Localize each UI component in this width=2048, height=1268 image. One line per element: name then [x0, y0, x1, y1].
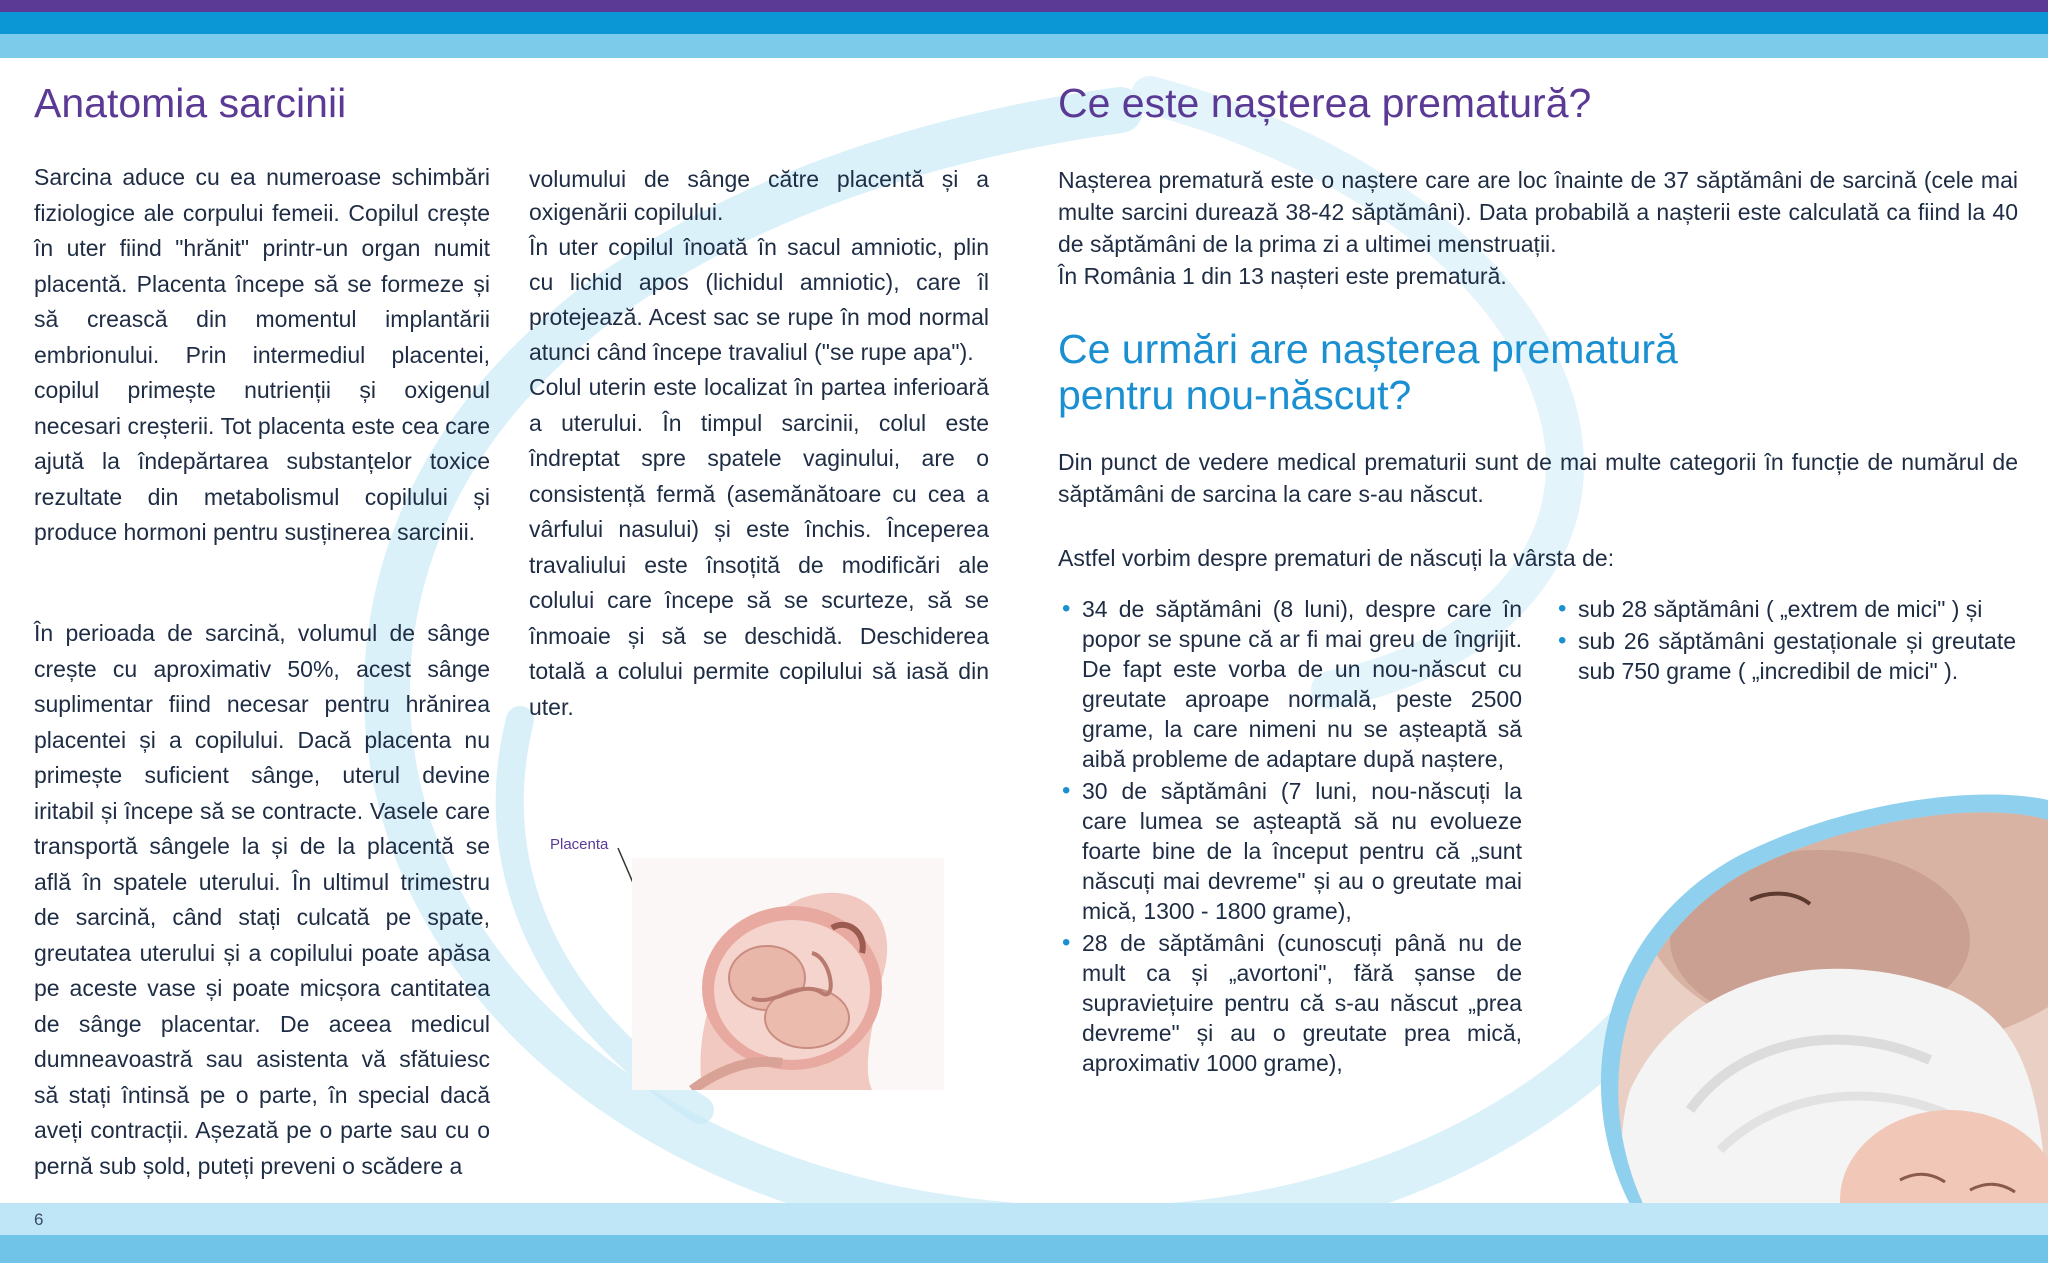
list-item: • 34 de săptămâni (8 luni), despre care în popor se spune că ar fi mai greu de îngrijit. De fapt este vorba de un nou-născut cu greutate aproape normală, peste 2500 grame, la care nimeni nu se așteaptă să aibă probleme de adaptare după naștere, [1060, 594, 1522, 774]
newborn-photo [1520, 780, 2048, 1263]
diagram-label-placenta: Placenta [550, 836, 609, 853]
bottom-band-blue [0, 1235, 2048, 1263]
heading-consequences: Ce urmări are nașterea prematură pentru nou-născut? [1058, 326, 1678, 418]
page-number: 6 [34, 1210, 44, 1229]
paragraph-anatomy-5: Colul uterin este localizat în partea inferioară a uterului. În timpul sarcinii, colul este îndreptat spre spatele vaginului, are o consistență fermă (asemănătoare cu cea a vârfului nasului) și este închis. Începerea travaliului este însoțită de modificări ale colului care începe să se scurteze, să se înmoaie și să se deschidă. Deschiderea totală a colului permite copilului să iasă din uter. [529, 374, 989, 720]
list-item: • sub 26 săptămâni gestaționale și greutate sub 750 grame ( „incredibil de mici" ). [1556, 626, 2016, 686]
list-premature-right [1556, 594, 2016, 688]
pregnancy-diagram [632, 858, 944, 1090]
paragraph-list-intro: Astfel vorbim despre prematuri de născuți la vârsta de: [1058, 545, 1615, 571]
heading-premature-birth: Ce este nașterea prematură? [1058, 80, 1592, 126]
paragraph-anatomy-4: În uter copilul înoată în sacul amniotic, plin cu lichid apos (lichidul amniotic), care îl protejează. Acest sac se rupe în mod normal atunci când începe travaliul ("se rupe apa"). [529, 234, 989, 365]
list-item: • sub 28 săptămâni ( „extrem de mici" ) și [1556, 594, 2016, 624]
list-premature-left [1060, 594, 1522, 1080]
paragraph-anatomy-1: Sarcina aduce cu ea numeroase schimbări fiziologice ale corpului femeii. Copilul crește în uter fiind "hrănit" printr-un organ numit placentă. Placenta începe să se formeze și să crească din momentul implantării embrionului. Prin intermediul placentei, copilul primește nutrienții și oxigenul necesari creșterii. Tot placenta este cea care ajută la îndepărtarea substanțelor toxice rezultate din metabolismul copilului și produce hormoni pentru susținerea sarcinii. [34, 164, 490, 545]
paragraph-categories: Din punct de vedere medical prematurii sunt de mai multe categorii în funcție de numărul de săptămâni de sarcina la care s-au născut. [1058, 449, 2018, 507]
paragraph-anatomy-2: În perioada de sarcină, volumul de sânge crește cu aproximativ 50%, acest sânge suplimentar fiind necesar pentru hrănirea placentei și a copilului. Dacă placenta nu primește suficient sânge, uterul devine iritabil și începe să se contracte. Vasele care transportă sângele la și de la placentă se află în spatele uterului. În ultimul trimestru de sarcină, când stați culcată pe spate, greutatea uterului și a copilului poate apăsa pe aceste vase și poate micșora cantitatea de sânge placentar. De aceea medicul dumneavoastră sau asistenta vă sfătuiesc să stați întinsă pe o parte, în special dacă aveți contracții. Așezată pe o parte sau cu o pernă sub șold, puteți preveni o scădere a [34, 620, 490, 1179]
paragraph-premature-2: În România 1 din 13 nașteri este prematură. [1058, 263, 1507, 289]
list-item: • 30 de săptămâni (7 luni, nou-născuți la care lumea se așteaptă să nu evolueze foarte bine de la început pentru că „sunt născuți mai devreme" și au o greutate mai mică, 1300 - 1800 grame), [1060, 776, 1522, 926]
bottom-band-light [0, 1203, 2048, 1235]
list-item: • 28 de săptămâni (cunoscuți până nu de mult ca și „avortoni", fără șanse de supraviețuire pentru că s-au născut „prea devreme" și au o greutate prea mică, aproximativ 1000 grame), [1060, 928, 1522, 1078]
paragraph-anatomy-3: volumului de sânge către placentă și a oxigenării copilului. [529, 166, 989, 225]
page-title-anatomy: Anatomia sarcinii [34, 80, 347, 126]
paragraph-premature-1: Nașterea prematură este o naștere care are loc înainte de 37 săptămâni de sarcină (cele mai multe sarcini durează 38-42 săptămâni). Data probabilă a nașterii este calculată ca fiind la 40 de săptămâni de la prima zi a ultimei menstruații. [1058, 167, 2018, 257]
